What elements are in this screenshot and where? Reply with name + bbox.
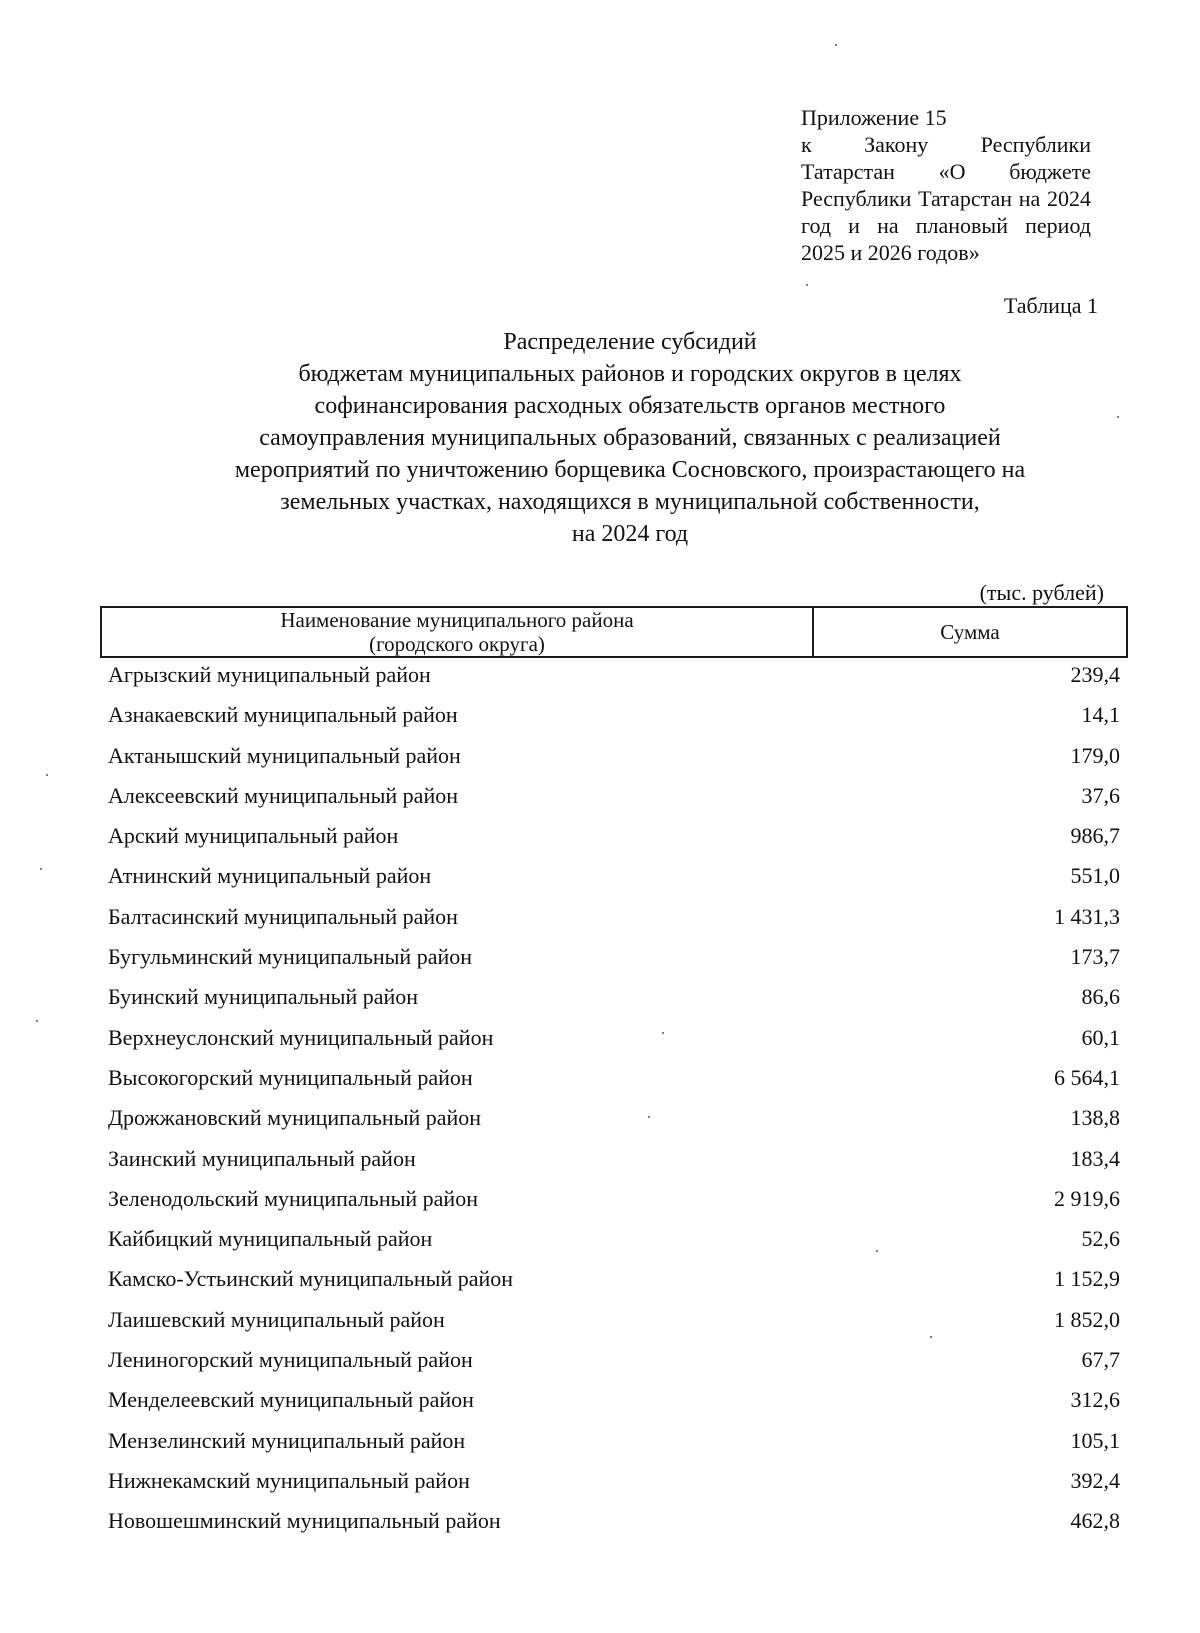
units-label: (тыс. рублей) (979, 580, 1104, 605)
district-name: Кайбицкий муниципальный район (108, 1226, 433, 1252)
subsidy-amount: 1 852,0 (1054, 1306, 1120, 1332)
district-name: Азнакаевский муниципальный район (108, 702, 458, 728)
district-name: Верхнеуслонский муниципальный район (108, 1024, 494, 1050)
subsidy-amount: 986,7 (1070, 823, 1120, 849)
scan-speck (876, 1250, 878, 1252)
subsidy-amount: 105,1 (1070, 1427, 1120, 1453)
header-name-line2: (городского округа) (369, 632, 545, 656)
subsidy-amount: 183,4 (1070, 1145, 1120, 1171)
subsidy-amount: 86,6 (1081, 984, 1120, 1010)
table-row (108, 783, 1120, 823)
table-row (108, 1307, 1120, 1347)
table-row (108, 984, 1120, 1024)
district-name: Лаишевский муниципальный район (108, 1306, 445, 1332)
document-title (120, 326, 1140, 550)
title-line: на 2024 год (571, 521, 689, 547)
table-row (108, 1186, 1120, 1226)
subsidy-amount: 6 564,1 (1054, 1064, 1120, 1090)
subsidy-amount: 138,8 (1070, 1105, 1120, 1131)
title-line: земельных участках, находящихся в муниципальной собственности, (280, 489, 980, 515)
subsidy-amount: 173,7 (1070, 944, 1120, 970)
table-body (108, 662, 1120, 1549)
table-row (108, 1508, 1120, 1548)
district-name: Арский муниципальный район (108, 823, 399, 849)
subsidy-amount: 60,1 (1081, 1024, 1120, 1050)
title-line: софинансирования расходных обязательств органов местного (314, 393, 946, 419)
table-row (108, 1025, 1120, 1065)
table-row (108, 662, 1120, 702)
scan-speck (36, 1020, 38, 1022)
table-row (108, 1146, 1120, 1186)
appendix-number: Приложение 15 (801, 105, 947, 130)
subsidy-amount: 239,4 (1070, 662, 1120, 687)
scan-speck (835, 44, 837, 46)
table-row (108, 863, 1120, 903)
district-name: Зеленодольский муниципальный район (108, 1185, 478, 1211)
table-row (108, 1468, 1120, 1508)
district-name: Высокогорский муниципальный район (108, 1064, 473, 1090)
table-row (108, 904, 1120, 944)
scan-speck (1117, 416, 1119, 418)
subsidy-amount: 392,4 (1070, 1467, 1120, 1493)
header-sum-cell: Сумма (940, 619, 1000, 644)
header-name-line1: Наименование муниципального района (280, 608, 634, 632)
title-line: бюджетам муниципальных районов и городских округов в целях (298, 361, 962, 387)
scan-speck (40, 868, 42, 870)
subsidy-amount: 462,8 (1070, 1508, 1120, 1534)
header-name-text (280, 608, 633, 656)
subsidy-amount: 1 152,9 (1054, 1266, 1120, 1292)
table-row (108, 743, 1120, 783)
appendix-block (801, 104, 1091, 266)
district-name: Актанышский муниципальный район (108, 742, 461, 768)
district-name: Агрызский муниципальный район (108, 662, 431, 687)
subsidy-amount: 52,6 (1081, 1226, 1120, 1252)
district-name: Новошешминский муниципальный район (108, 1508, 501, 1534)
district-name: Балтасинский муниципальный район (108, 903, 458, 929)
table-row (108, 1065, 1120, 1105)
subsidy-amount: 2 919,6 (1054, 1185, 1120, 1211)
title-line: самоуправления муниципальных образований, связанных с реализацией (259, 425, 1001, 451)
subsidy-amount: 179,0 (1070, 742, 1120, 768)
district-name: Менделеевский муниципальный район (108, 1387, 474, 1413)
scan-speck (806, 284, 808, 286)
district-name: Нижнекамский муниципальный район (108, 1467, 470, 1493)
title-line: мероприятий по уничтожению борщевика Сосновского, произрастающего на (234, 457, 1026, 483)
appendix-law-reference: к Закону Республики Татарстан «О бюджете Республики Татарстан на 2024 год и на плановый период 2025 и 2026 годов» (801, 132, 1091, 265)
table-row (108, 1347, 1120, 1387)
table-row (108, 702, 1120, 742)
table-row (108, 1226, 1120, 1266)
title-line: Распределение субсидий (503, 329, 757, 355)
scan-speck (46, 774, 48, 776)
subsidy-amount: 37,6 (1081, 782, 1120, 808)
table-row (108, 1387, 1120, 1427)
table-number: Таблица 1 (1003, 293, 1098, 318)
subsidy-amount: 1 431,3 (1054, 903, 1120, 929)
district-name: Атнинский муниципальный район (108, 863, 432, 889)
district-name: Буинский муниципальный район (108, 984, 419, 1010)
district-name: Лениногорский муниципальный район (108, 1347, 473, 1373)
subsidy-amount: 551,0 (1070, 863, 1120, 889)
subsidy-amount: 312,6 (1070, 1387, 1120, 1413)
district-name: Мензелинский муниципальный район (108, 1427, 466, 1453)
scan-speck (648, 1116, 650, 1118)
district-name: Заинский муниципальный район (108, 1145, 416, 1171)
table-row (108, 1105, 1120, 1145)
subsidy-amount: 14,1 (1081, 702, 1120, 728)
subsidy-amount: 67,7 (1081, 1347, 1120, 1373)
district-name: Дрожжановский муниципальный район (108, 1105, 482, 1131)
scan-speck (662, 1032, 664, 1034)
district-name: Камско-Устьинский муниципальный район (108, 1266, 514, 1292)
table-row (108, 1266, 1120, 1306)
table-row (108, 1428, 1120, 1468)
table-row (108, 823, 1120, 863)
district-name: Алексеевский муниципальный район (108, 782, 458, 808)
table-header (100, 606, 1128, 658)
district-name: Бугульминский муниципальный район (108, 944, 473, 970)
scan-speck (930, 1336, 932, 1338)
table-row (108, 944, 1120, 984)
header-name-cell (102, 608, 814, 656)
